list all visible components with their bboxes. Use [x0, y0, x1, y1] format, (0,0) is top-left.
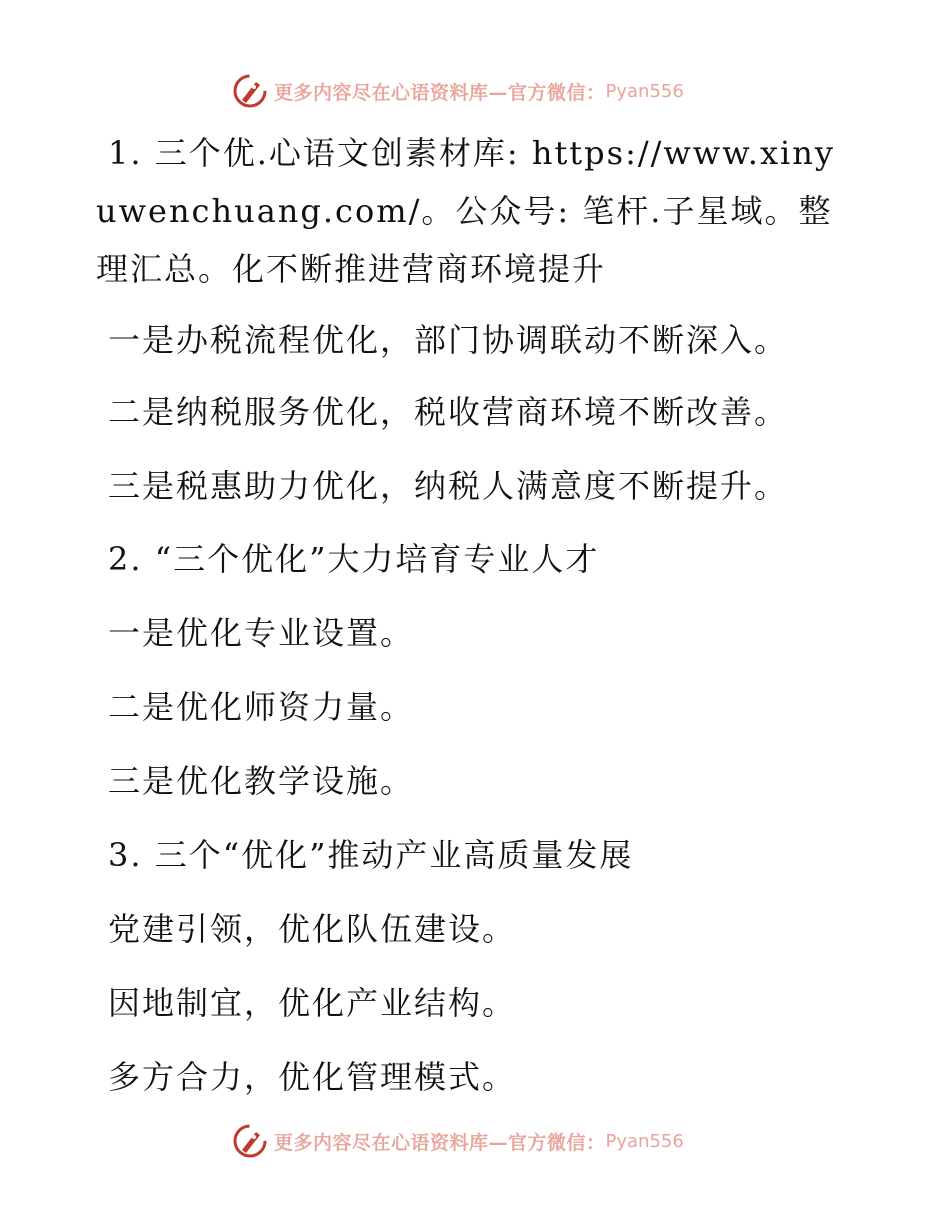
paragraph-line: 党建引领，优化队伍建设。: [108, 910, 517, 948]
paragraph-line: 二是优化师资力量。: [108, 688, 415, 726]
watermark-text: 更多内容尽在心语资料库—官方微信：: [274, 81, 606, 104]
section-heading: 2. “三个优化”大力培育专业人才: [108, 540, 600, 578]
pen-nib-seal-icon: [232, 73, 268, 109]
watermark-text: 更多内容尽在心语资料库—官方微信：: [274, 1131, 606, 1154]
paragraph-line: 三是税惠助力优化，纳税人满意度不断提升。: [108, 467, 789, 505]
paragraph-line: 二是纳税服务优化，税收营商环境不断改善。: [108, 393, 789, 431]
watermark-wechat-id: Pyan556: [605, 1130, 684, 1152]
watermark-wechat-id: Pyan556: [605, 80, 684, 102]
paragraph-line: 三是优化教学设施。: [108, 762, 415, 800]
section-heading: 3. 三个“优化”推动产业高质量发展: [108, 836, 634, 874]
paragraph-line: 一是办税流程优化，部门协调联动不断深入。: [108, 321, 789, 359]
header-watermark: [232, 71, 684, 111]
paragraph-line: 多方合力，优化管理模式。: [108, 1058, 517, 1096]
intro-paragraph: 1. 三个优.心语文创素材库: https://www.xinyuwenchuang.com/。公众号: 笔杆.子星域。整理汇总。化不断推进营商环境提升: [96, 134, 835, 288]
paragraph-line: 一是优化专业设置。: [108, 614, 415, 652]
paragraph-line: 因地制宜，优化产业结构。: [108, 984, 517, 1022]
footer-watermark: [232, 1121, 684, 1161]
pen-nib-seal-icon: [232, 1123, 268, 1159]
